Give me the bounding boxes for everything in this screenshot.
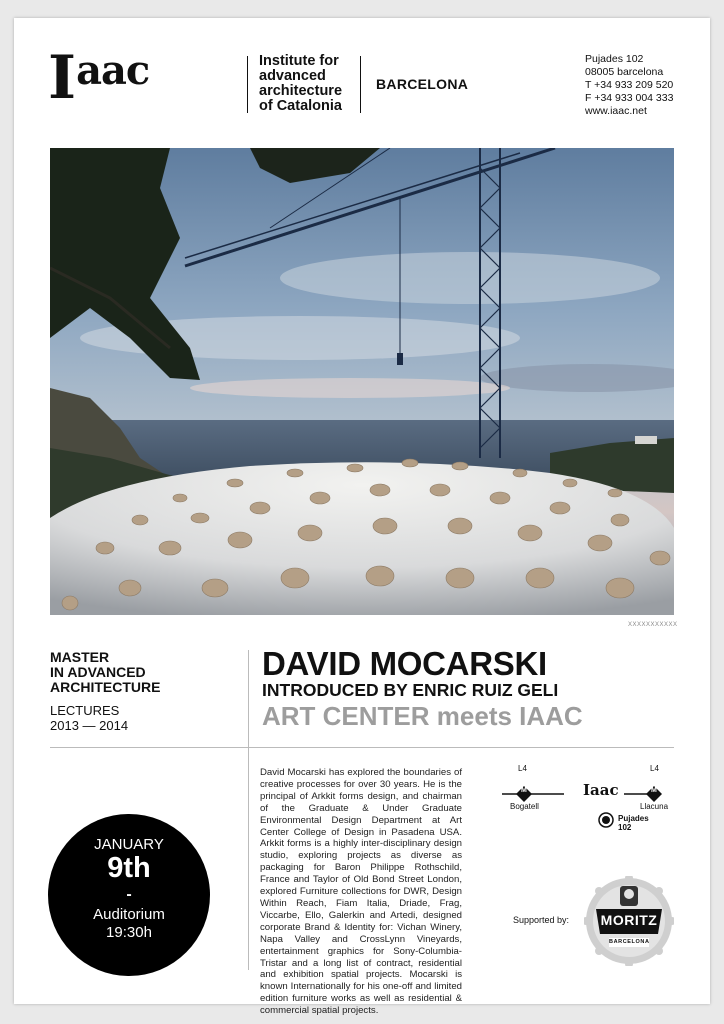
introduced-by: INTRODUCED BY ENRIC RUIZ GELI (262, 680, 559, 700)
iaac-logo (48, 43, 150, 113)
institute-name (259, 54, 342, 114)
lectures-info (50, 703, 128, 733)
lecture-subtitle: ART CENTER meets IAAC (262, 701, 583, 731)
logo-letters-aac: aac (76, 47, 150, 94)
address-line: 08005 barcelona (585, 66, 664, 78)
institute-line: advanced (259, 68, 326, 84)
header-divider-2 (360, 56, 361, 113)
fax-line: F +34 933 004 333 (585, 92, 674, 104)
metro-line-left: L4 (518, 764, 527, 773)
metro-line-right: L4 (650, 764, 659, 773)
header-divider-1 (247, 56, 248, 113)
event-date-circle (48, 814, 210, 976)
program-line: IN ADVANCED (50, 664, 146, 680)
address-block (585, 53, 673, 118)
poster (14, 18, 710, 1017)
metro-map (494, 764, 694, 834)
city-label: BARCELONA (376, 76, 469, 92)
institute-line: architecture (259, 83, 343, 99)
metro-symbol-left: M (521, 787, 527, 794)
lectures-label: LECTURES (50, 703, 120, 718)
stop-number: 102 (618, 823, 632, 832)
program-line: ARCHITECTURE (50, 679, 161, 695)
hero-photo (50, 148, 674, 615)
phone-line: T +34 933 209 520 (585, 79, 674, 91)
event-dash: - (126, 886, 132, 903)
metro-symbol-right: M (651, 787, 657, 794)
station-left: Bogatell (510, 802, 539, 811)
supported-by-label: Supported by: (513, 915, 570, 925)
moritz-city: BARCELONA (609, 939, 650, 945)
column-divider (248, 650, 249, 970)
section-divider (50, 747, 674, 748)
institute-line: Institute for (259, 53, 339, 69)
metro-iaac-logo: Iaac (583, 781, 619, 799)
station-right: Llacuna (640, 802, 669, 811)
event-month: JANUARY (94, 836, 164, 853)
institute-line: of Catalonia (259, 98, 342, 114)
location-marker-icon (598, 812, 614, 828)
speaker-name: DAVID MOCARSKI (262, 645, 547, 682)
event-time: 19:30h (106, 924, 152, 941)
lectures-years: 2013 — 2014 (50, 718, 129, 733)
logo-letter-i: I (48, 43, 77, 113)
speaker-bio: David Mocarski has explored the boundaries of creative processes for over 30 years. He is the principal of Arkkit forms design, and chairman of the Graduate & Under Graduate Environmental Design Department at Art Center College of Design in Pasadena USA. Arkkit forms is a highly inter-disciplinary design studio, exploring projects as diverse as packaging for Baron Philippe Rothschild, France and Taylor of Old Bond Street London, explored Furniture collections for DWR, Design Within Reach, Fiam Italia, Driade, Frag, Viccarbe, Ello, Galerkin and Artedi, designed corporate Brand & Identity for: Vichan Winery, Napa Valley and CrossLynn Vineyards, entertainment graphics for Sony-Columbia-Tristar and a long list of contract, residential and exhibition spatial projects. Mocarski is known Internationally for his one-off and limited edition furniture works as well as residential & commercial spatial projects. (260, 767, 462, 1017)
moritz-logo (584, 876, 674, 966)
program-line: MASTER (50, 649, 110, 665)
event-place: Auditorium (93, 906, 165, 923)
event-day: 9th (107, 852, 151, 884)
stop-label (618, 814, 649, 832)
program-title (50, 650, 160, 695)
moritz-name: MORITZ (600, 912, 658, 928)
photo-credit: XXXXXXXXXXX (628, 622, 678, 628)
website-link[interactable]: www.iaac.net (585, 105, 647, 117)
address-line: Pujades 102 (585, 53, 644, 65)
stop-name: Pujades (618, 814, 649, 823)
hero-photo-illustration (50, 148, 674, 615)
